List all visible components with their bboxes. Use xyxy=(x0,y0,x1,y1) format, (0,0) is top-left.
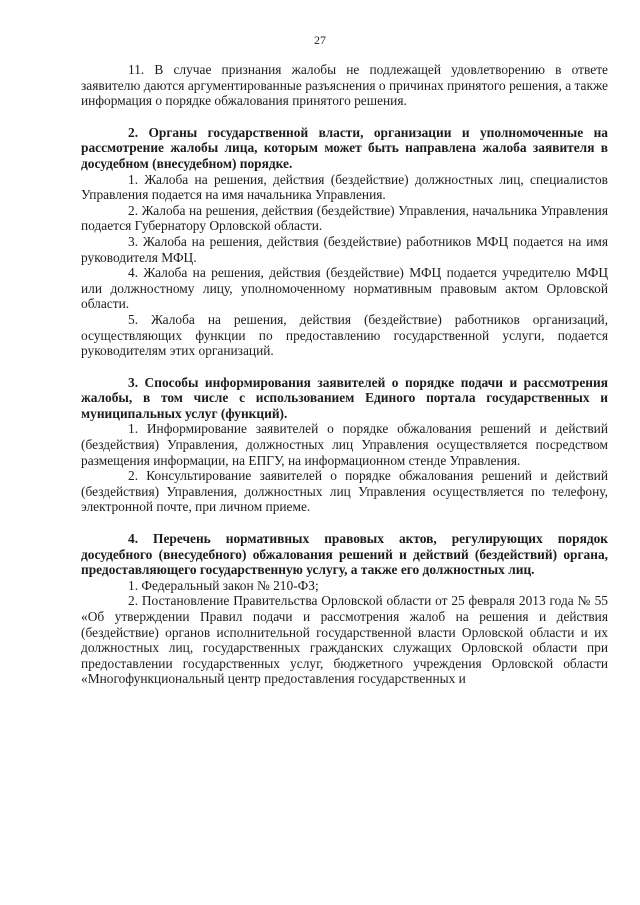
section-4-item-1: 1. Федеральный закон № 210-ФЗ; xyxy=(128,577,319,593)
section-3-item-1: 1. Информирование заявителей о порядке обжалования решений и действий (бездействия) Управления, должностных лиц Управления осуществляется посредством размещения информации, на ЕПГУ, на информационном стенде Управления. xyxy=(81,421,608,468)
section-3-heading: 3. Способы информирования заявителей о порядке подачи и рассмотрения жалобы, в том числе с использованием Единого портала государственных и муниципальных услуг (функций). xyxy=(81,374,608,421)
section-2-item-2: 2. Жалоба на решения, действия (бездействие) Управления, начальника Управления подается Губернатору Орловской области. xyxy=(81,202,608,234)
section-2-item-3: 3. Жалоба на решения, действия (бездействие) работников МФЦ подается на имя руководителя МФЦ. xyxy=(81,233,608,265)
section-2-item-1: 1. Жалоба на решения, действия (бездействие) должностных лиц, специалистов Управления подается на имя начальника Управления. xyxy=(81,171,608,203)
section-4-heading: 4. Перечень нормативных правовых актов, регулирующих порядок досудебного (внесудебного) обжалования решений и действий (бездействий) органа, предоставляющего государственную услугу, а также его должностных лиц. xyxy=(81,531,608,578)
document-body xyxy=(81,62,608,687)
section-2-item-5: 5. Жалоба на решения, действия (бездействие) работников организаций, осуществляющих функции по предоставлению государственной услуги, подается руководителям этих организаций. xyxy=(81,311,608,359)
section-2-heading: 2. Органы государственной власти, организации и уполномоченные на рассмотрение жалобы лица, которым может быть направлена жалоба заявителя в досудебном (внесудебном) порядке. xyxy=(81,124,608,171)
section-2-item-4: 4. Жалоба на решения, действия (бездействие) МФЦ подается учредителю МФЦ или должностному лицу, уполномоченному нормативным правовым актом Орловской области. xyxy=(81,265,608,312)
paragraph-11: 11. В случае признания жалобы не подлежащей удовлетворению в ответе заявителю даются аргументированные разъяснения о причинах принятого решения, а также информация о порядке обжалования принятого решения. xyxy=(81,62,608,109)
page-number: 27 xyxy=(314,33,326,47)
section-3-item-2: 2. Консультирование заявителей о порядке обжалования решений и действий (бездействия) Управления, должностных лиц Управления осуществляется по телефону, электронной почте, при личном приеме. xyxy=(81,468,608,515)
section-4-item-2: 2. Постановление Правительства Орловской области от 25 февраля 2013 года № 55 «Об утверждении Правил подачи и рассмотрения жалоб на решения и действия (бездействие) органов исполнительной государственной власти Орловской области и их должностных лиц, государственных гражданских служащих Орловской области при предоставлении государственных услуг, бюджетного учреждения Орловской области «Многофункциональный центр предоставления государственных и xyxy=(81,593,608,687)
